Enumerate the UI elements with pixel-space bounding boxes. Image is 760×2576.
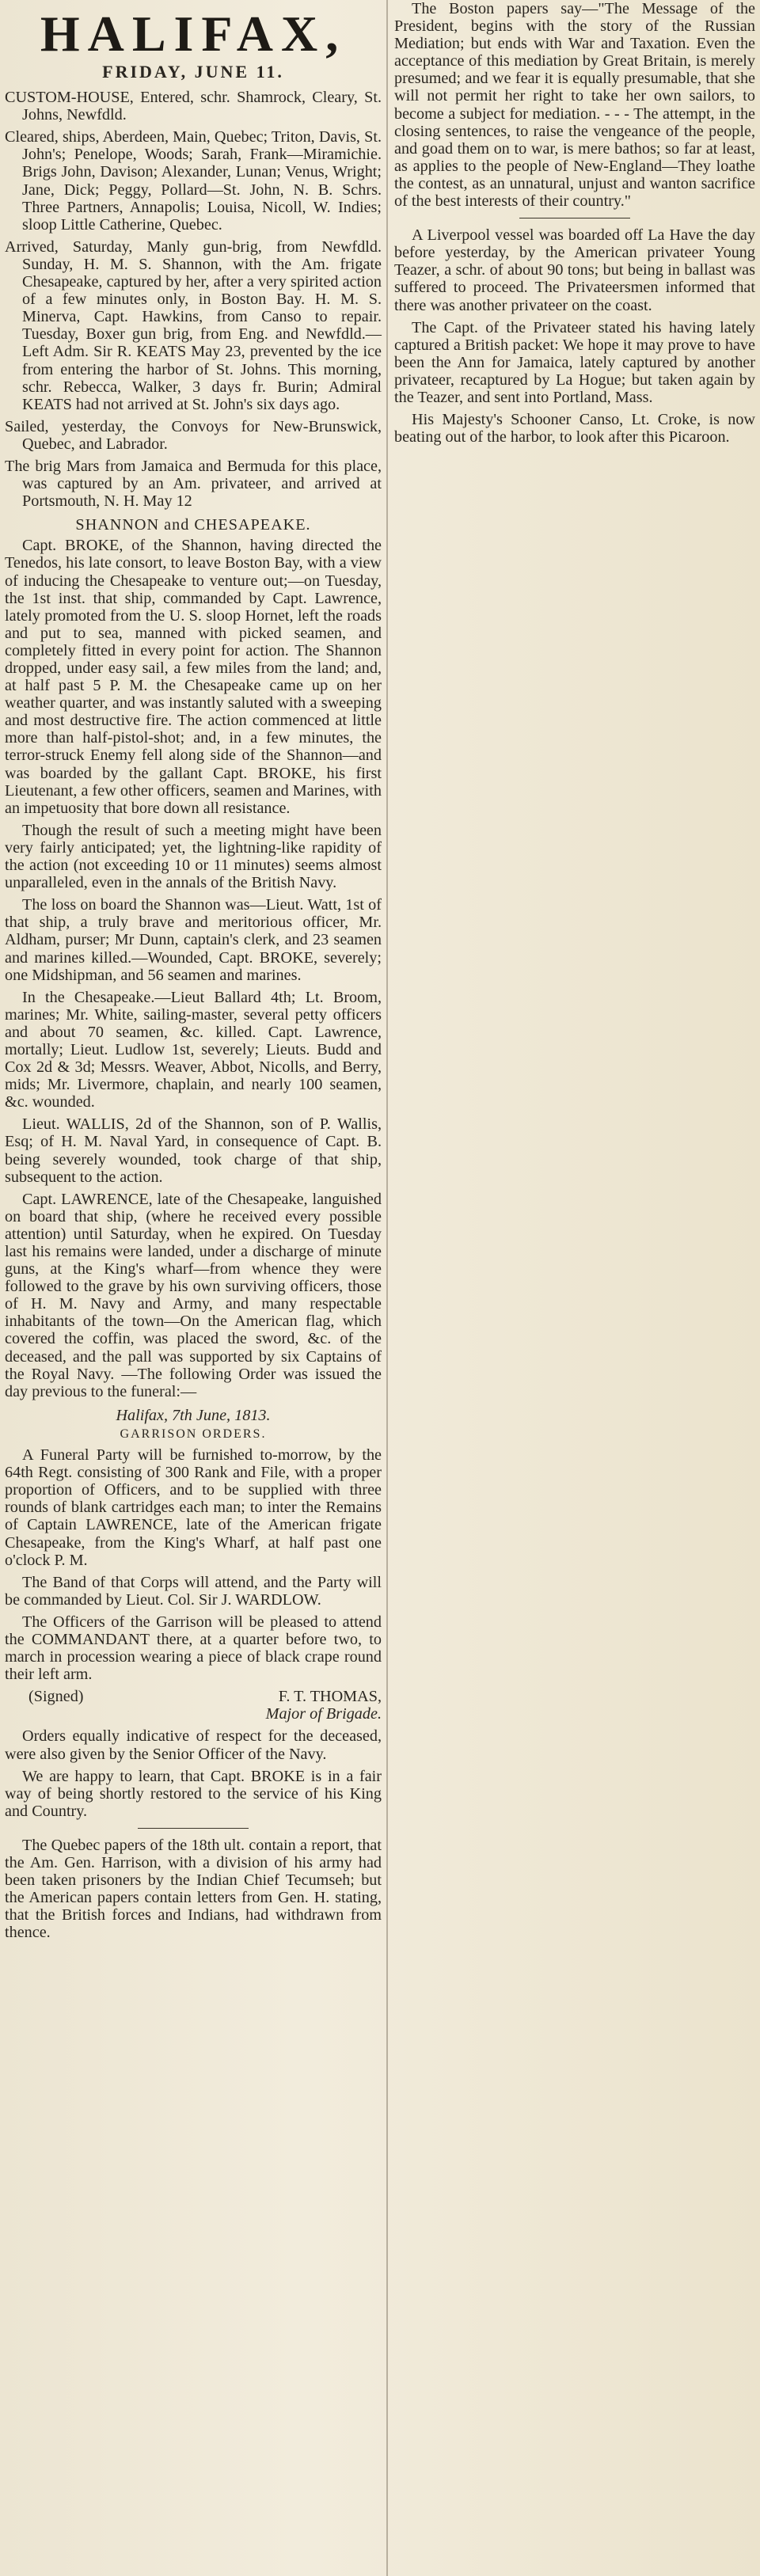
brig-mars-entry: The brig Mars from Jamaica and Bermuda for this place, was captured by an Am. privateer, and arrived at Portsmouth, N. H. May 12: [5, 457, 382, 511]
column-rule: [386, 0, 388, 2576]
divider: [138, 1828, 249, 1829]
signed-label: (Signed): [28, 1688, 84, 1706]
left-column: [5, 0, 382, 1946]
article-paragraph: Orders equally indicative of respect for the deceased, were also given by the Senior Officer of the Navy.: [5, 1727, 382, 1763]
custom-house-entry: CUSTOM-HOUSE, Entered, schr. Shamrock, Cleary, St. Johns, Newfdld.: [5, 89, 382, 124]
sailed-entry: Sailed, yesterday, the Convoys for New-Brunswick, Quebec, and Labrador.: [5, 417, 382, 453]
article-paragraph: Capt. LAWRENCE, late of the Chesapeake, languished on board that ship, (where he received every possible attention) until Saturday, when he expired. On Tuesday last his remains were landed, under a discharge of minute guns, at the King's wharf—from whence they were followed to the grave by his own surviving officers, those of H. M. Navy and Army, and many respectable inhabitants of the town—On the American flag, which covered the coffin, was placed the sword, &c. of the deceased, and the pall was supported by six Captains of the Royal Navy. —The following Order was issued the day previous to the funeral:—: [5, 1190, 382, 1400]
masthead-title: HALIFAX,: [40, 6, 347, 62]
order-paragraph: A Funeral Party will be furnished to-morrow, by the 64th Regt. consisting of 300 Rank and File, with a proper proportion of Officers, and to be supplied with three rounds of blank cartridges each man; to inter the Remains of Captain LAWRENCE, late of the American frigate Chesapeake, from the King's Wharf, at half past one o'clock P. M.: [5, 1446, 382, 1569]
article-paragraph: The loss on board the Shannon was—Lieut. Watt, 1st of that ship, a truly brave and meritorious officer, Mr. Aldham, purser; Mr Dunn, captain's clerk, and 23 seamen and marines killed.—Wounded, Capt. BROKE, severely; one Midshipman, and 56 seamen and marines.: [5, 896, 382, 984]
privateer-paragraph: His Majesty's Schooner Canso, Lt. Croke, is now beating out of the harbor, to look after this Picaroon.: [394, 411, 755, 446]
signer-name: F. T. THOMAS,: [278, 1688, 382, 1706]
order-paragraph: The Band of that Corps will attend, and the Party will be commanded by Lieut. Col. Sir J. WARDLOW.: [5, 1573, 382, 1609]
cleared-entry: Cleared, ships, Aberdeen, Main, Quebec; Triton, Davis, St. John's; Penelope, Woods; Sarah, Frank—Miramichie. Brigs John, Davison; Alexander, Lunan; Venus, Wright; Jane, Dick; Peggy, Pollard—St. John, N. B. Schrs. Three Partners, Annapolis; Louisa, Nicoll, W. Indies; sloop Little Catherine, Quebec.: [5, 128, 382, 234]
arrived-entry: Arrived, Saturday, Manly gun-brig, from Newfdld. Sunday, H. M. S. Shannon, with the Am. frigate Chesapeake, captured by her, after a very spirited action of a few minutes only, in Boston Bay. H. M. S. Minerva, Capt. Hawkins, from Canso to repair. Tuesday, Boxer gun brig, from Eng. and Newfdld.—Left Adm. Sir R. KEATS May 23, prevented by the ice from entering the harbor of St. Johns. This morning, schr. Rebecca, Walker, 3 days fr. Burin; Admiral KEATS had not arrived at St. John's six days ago.: [5, 237, 382, 413]
right-column: [394, 0, 755, 450]
article-heading: SHANNON and CHESAPEAKE.: [75, 516, 311, 534]
article-paragraph: The Quebec papers of the 18th ult. contain a report, that the Am. Gen. Harrison, with a division of his army had been taken prisoners by the Indian Chief Tecumseh; but the American papers contain letters from Gen. H. stating, that the British forces and Indians, had withdrawn from thence.: [5, 1836, 382, 1942]
order-dateline: Halifax, 7th June, 1813.: [116, 1406, 271, 1424]
article-paragraph: In the Chesapeake.—Lieut Ballard 4th; Lt. Broom, marines; Mr. White, sailing-master, several petty officers and about 70 seamen, &c. killed. Capt. Lawrence, mortally; Lieut. Ludlow 1st, severely; Lieuts. Budd and Cox 2d & 3d; Messrs. Weaver, Abbot, Nicolls, and Berry, mids; Mr. Livermore, chaplain, and nearly 100 seamen, &c. wounded.: [5, 988, 382, 1111]
masthead-date: FRIDAY, JUNE 11.: [102, 62, 284, 82]
article-paragraph: Lieut. WALLIS, 2d of the Shannon, son of P. Wallis, Esq; of H. M. Naval Yard, in consequence of Capt. B. being severely wounded, took charge of that ship, subsequent to the action.: [5, 1115, 382, 1186]
article-paragraph: Though the result of such a meeting might have been very fairly anticipated; yet, the lightning-like rapidity of the action (not exceeding 10 or 11 minutes) seems almost unparalleled, even in the annals of the British Navy.: [5, 821, 382, 892]
boston-papers-paragraph: The Boston papers say—"The Message of the President, begins with the story of the Russian Mediation; but ends with War and Taxation. Even the acceptance of this mediation by Great Britain, is merely presumed; and we fear it is equally presumable, that she will not permit her right to take her own sailors, to become a subject for mediation. - - - The attempt, in the closing sentences, to raise the vengeance of the people, and goad them on to war, is mere bathos; so far at least, as applies to the people of New-England—They loathe the contest, as an unnatural, unjust and wanton sacrifice of the best interests of their country.": [394, 0, 755, 211]
order-heading: GARRISON ORDERS.: [120, 1427, 267, 1441]
signer-title: Major of Brigade.: [265, 1705, 382, 1723]
signature-line: [28, 1688, 382, 1705]
article-paragraph: We are happy to learn, that Capt. BROKE is in a fair way of being shortly restored to the service of his King and Country.: [5, 1767, 382, 1820]
article-paragraph: Capt. BROKE, of the Shannon, having directed the Tenedos, his late consort, to leave Boston Bay, with a view of inducing the Chesapeake to venture out;—on Tuesday, the 1st inst. that ship, commanded by Capt. Lawrence, lately promoted from the U. S. sloop Hornet, left the roads and put to sea, manned with picked seamen, and completely fitted in every point for action. The Shannon dropped, under easy sail, a few miles from the land; and, at half past 5 P. M. the Chesapeake came up on her weather quarter, and was instantly saluted with a sweeping and most destructive fire. The action commenced at little more than half-pistol-shot; and, in a few minutes, the terror-struck Enemy fell along side of the Shannon—and was boarded by the gallant Capt. BROKE, his first Lieutenant, a few other officers, seamen and Marines, with an impetuosity that bore down all resistance.: [5, 537, 382, 817]
privateer-paragraph: A Liverpool vessel was boarded off La Have the day before yesterday, by the American privateer Young Teazer, a schr. of about 90 tons; but being in ballast was suffered to proceed. The Privateersmen informed that there was another privateer on the coast.: [394, 226, 755, 314]
privateer-paragraph: The Capt. of the Privateer stated his having lately captured a British packet: We hope it may prove to have been the Ann for Jamaica, lately captured by another privateer, recaptured by La Hogue; but taken again by the Teazer, and sent into Portland, Mass.: [394, 318, 755, 406]
order-paragraph: The Officers of the Garrison will be pleased to attend the COMMANDANT there, at a quarter before two, to march in procession wearing a piece of black crape round their left arm.: [5, 1613, 382, 1684]
